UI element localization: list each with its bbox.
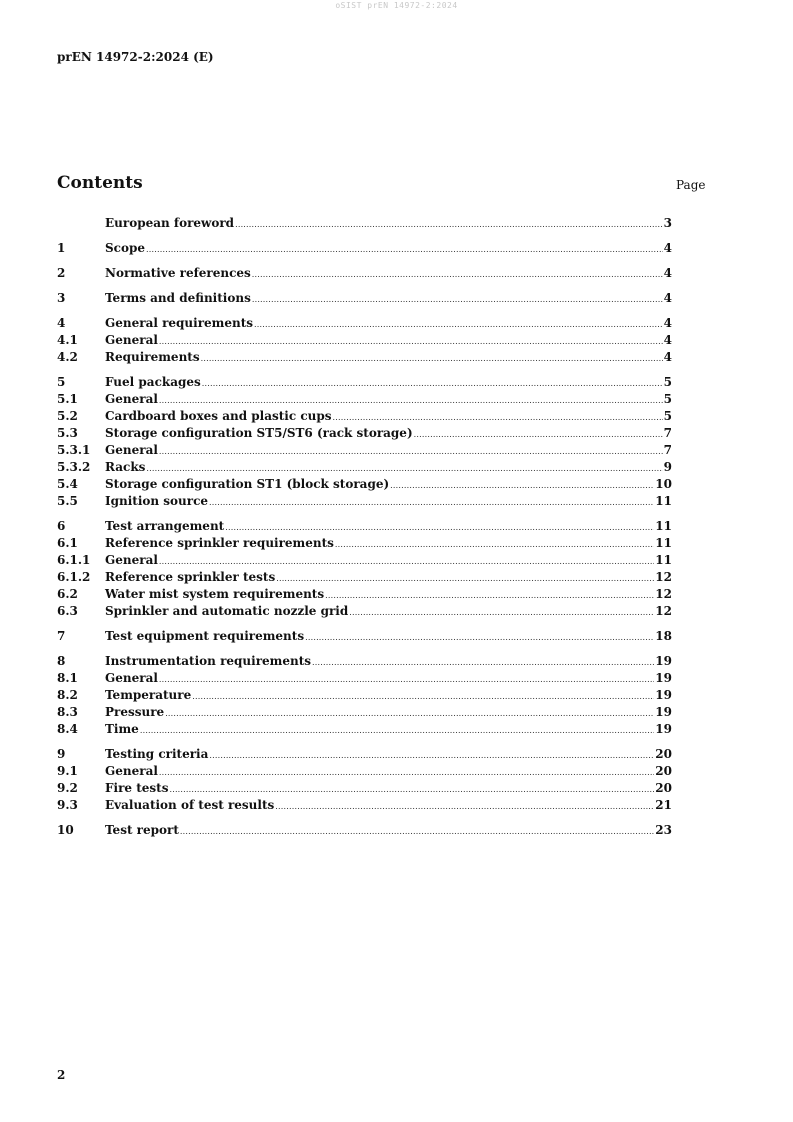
toc-leader [165,704,654,722]
toc-page: 5 [663,392,672,406]
toc-page: 5 [663,409,672,423]
toc-number: 9 [57,747,66,761]
toc-number: 1 [57,241,66,255]
toc-title: Pressure [105,705,165,719]
toc-entry-5-3-1[interactable] [57,442,672,459]
toc-page: 4 [663,266,672,280]
toc-number: 8.3 [57,705,78,719]
toc-page: 20 [655,764,672,778]
toc-title: Test report [105,823,179,837]
toc-title: Normative references [105,266,251,280]
toc-entry-10[interactable] [57,822,672,839]
toc-page: 11 [655,519,672,533]
toc-title: European foreword [105,216,235,230]
toc-number: 6 [57,519,66,533]
toc-number: 9.2 [57,781,78,795]
toc-entry-8-2[interactable] [57,687,672,704]
toc-leader [140,721,654,739]
toc-number: 5.3 [57,426,78,440]
toc-entry-8-1[interactable] [57,670,672,687]
table-of-contents [57,215,672,839]
toc-number: 6.3 [57,604,78,618]
toc-page: 12 [655,604,672,618]
toc-number: 2 [57,266,66,280]
toc-entry-6-2[interactable] [57,586,672,603]
toc-entry-5-2[interactable] [57,408,672,425]
toc-page: 9 [663,460,672,474]
toc-title: General [105,392,158,406]
toc-page: 19 [655,671,672,685]
toc-leader [146,240,663,258]
toc-leader [159,763,654,781]
toc-entry-6-1[interactable] [57,535,672,552]
toc-entry-9-2[interactable] [57,780,672,797]
toc-number: 5.3.1 [57,443,91,457]
toc-entry-6-1-2[interactable] [57,569,672,586]
contents-title: Contents [57,173,143,193]
toc-number: 9.1 [57,764,78,778]
toc-number: 10 [57,823,74,837]
toc-page: 11 [655,494,672,508]
toc-leader [414,425,663,443]
toc-title: Scope [105,241,146,255]
watermark: oSIST prEN 14972-2:2024 [335,1,458,10]
toc-entry-8-4[interactable] [57,721,672,738]
toc-number: 5.4 [57,477,78,491]
toc-leader [159,552,654,570]
toc-page: 19 [655,688,672,702]
toc-leader [159,391,663,409]
toc-entry-5-1[interactable] [57,391,672,408]
toc-leader [159,442,663,460]
toc-number: 5.2 [57,409,78,423]
toc-title: Temperature [105,688,192,702]
toc-entry-5-3[interactable] [57,425,672,442]
toc-page: 11 [655,536,672,550]
toc-entry-4-2[interactable] [57,349,672,366]
toc-number: 5.5 [57,494,78,508]
toc-number: 7 [57,629,66,643]
toc-title: Reference sprinkler tests [105,570,276,584]
toc-number: 5 [57,375,66,389]
toc-entry-5-5[interactable] [57,493,672,510]
toc-number: 5.1 [57,392,78,406]
toc-title: Fuel packages [105,375,201,389]
toc-leader [159,670,654,688]
toc-leader [312,653,654,671]
toc-title: Water mist system requirements [105,587,325,601]
toc-leader [201,349,663,367]
toc-page: 21 [655,798,672,812]
toc-entry-5-3-2[interactable] [57,459,672,476]
toc-leader [159,332,663,350]
document-id: prEN 14972-2:2024 (E) [57,50,214,64]
toc-page: 4 [663,350,672,364]
toc-leader [390,476,654,494]
toc-leader [275,797,654,815]
toc-page: 20 [655,781,672,795]
toc-leader [169,780,654,798]
toc-leader [209,746,654,764]
page-number: 2 [57,1068,66,1082]
toc-number: 6.1.1 [57,553,91,567]
toc-title: General [105,443,158,457]
toc-title: Sprinkler and automatic nozzle grid [105,604,349,618]
toc-page: 7 [663,443,672,457]
toc-page: 19 [655,705,672,719]
toc-leader [225,518,654,536]
toc-title: Test equipment requirements [105,629,305,643]
toc-page: 4 [663,241,672,255]
toc-number: 4 [57,316,66,330]
toc-page: 4 [663,333,672,347]
toc-number: 8 [57,654,66,668]
toc-title: General [105,671,158,685]
toc-number: 9.3 [57,798,78,812]
toc-page: 19 [655,654,672,668]
toc-entry-9[interactable] [57,746,672,763]
toc-number: 4.2 [57,350,78,364]
toc-number: 6.2 [57,587,78,601]
toc-title: Ignition source [105,494,209,508]
toc-title: Evaluation of test results [105,798,275,812]
toc-number: 8.1 [57,671,78,685]
toc-entry-6-3[interactable] [57,603,672,620]
toc-title: Time [105,722,139,736]
toc-page: 4 [663,291,672,305]
toc-entry-1[interactable] [57,240,672,257]
toc-entry-9-1[interactable] [57,763,672,780]
toc-entry-6-1-1[interactable] [57,552,672,569]
toc-leader [235,215,663,233]
toc-leader [209,493,654,511]
toc-entry-8-3[interactable] [57,704,672,721]
toc-title: Cardboard boxes and plastic cups [105,409,332,423]
toc-number: 5.3.2 [57,460,91,474]
toc-leader [333,408,663,426]
toc-page: 18 [655,629,672,643]
toc-page: 4 [663,316,672,330]
toc-title: Testing criteria [105,747,209,761]
toc-leader [349,603,654,621]
page-column-label: Page [676,178,706,192]
toc-leader [192,687,654,705]
toc-page: 23 [655,823,672,837]
toc-leader [254,315,663,333]
toc-title: Requirements [105,350,200,364]
toc-title: General [105,333,158,347]
toc-page: 20 [655,747,672,761]
toc-entry-4[interactable] [57,315,672,332]
toc-title: Terms and definitions [105,291,251,305]
toc-entry-3[interactable] [57,290,672,307]
toc-leader [202,374,663,392]
toc-leader [146,459,662,477]
toc-leader [252,290,663,308]
toc-title: Instrumentation requirements [105,654,312,668]
toc-title: Test arrangement [105,519,225,533]
toc-page: 7 [663,426,672,440]
toc-page: 5 [663,375,672,389]
toc-entry-5[interactable] [57,374,672,391]
toc-page: 19 [655,722,672,736]
toc-title: General [105,553,158,567]
toc-leader [180,822,654,840]
toc-entry-9-3[interactable] [57,797,672,814]
toc-leader [276,569,654,587]
toc-title: General [105,764,158,778]
toc-title: Storage configuration ST5/ST6 (rack storage) [105,426,413,440]
toc-number: 6.1 [57,536,78,550]
toc-entry-5-4[interactable] [57,476,672,493]
toc-page: 3 [663,216,672,230]
toc-number: 3 [57,291,66,305]
toc-title: General requirements [105,316,254,330]
toc-entry-2[interactable] [57,265,672,282]
toc-leader [325,586,654,604]
toc-title: Reference sprinkler requirements [105,536,334,550]
toc-leader [252,265,663,283]
toc-entry-4-1[interactable] [57,332,672,349]
toc-number: 8.2 [57,688,78,702]
toc-leader [335,535,654,553]
toc-entry-foreword[interactable] [57,215,672,232]
toc-entry-6[interactable] [57,518,672,535]
toc-page: 10 [655,477,672,491]
toc-number: 4.1 [57,333,78,347]
toc-title: Fire tests [105,781,169,795]
toc-page: 12 [655,570,672,584]
toc-page: 12 [655,587,672,601]
toc-title: Storage configuration ST1 (block storage) [105,477,390,491]
toc-title: Racks [105,460,146,474]
toc-entry-7[interactable] [57,628,672,645]
toc-page: 11 [655,553,672,567]
toc-leader [305,628,654,646]
toc-entry-8[interactable] [57,653,672,670]
toc-number: 8.4 [57,722,78,736]
toc-number: 6.1.2 [57,570,91,584]
